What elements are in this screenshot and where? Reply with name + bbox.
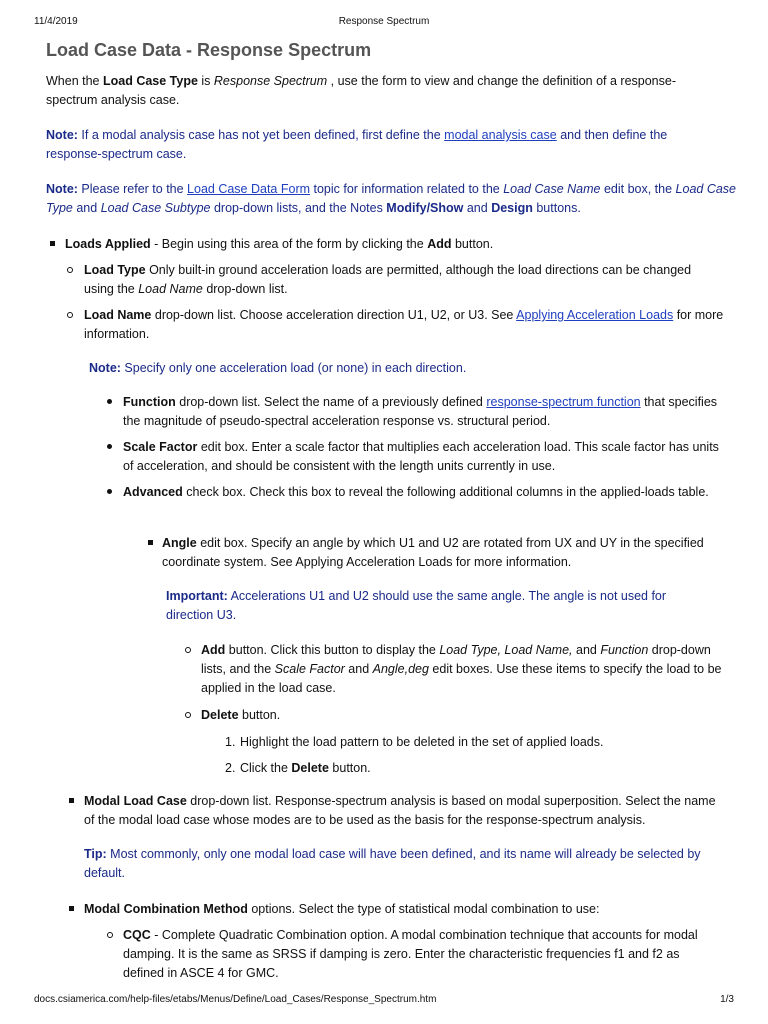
step-number: 2.: [225, 761, 236, 775]
load-name-item: Load Name drop-down list. Choose acceleration direction U1, U2, or U3. See Applying Acceleration Loads for more information.: [84, 308, 724, 341]
add-button-item: Add button. Click this button to display the Load Type, Load Name, and Function drop-down lists, and the Scale Factor and Angle,deg edit boxes. Use these items to specify the load to be applied in the load case.: [201, 643, 722, 695]
circle-bullet-icon: [67, 267, 73, 273]
note-one-load-per-direction: Note: Specify only one acceleration load (or none) in each direction.: [89, 361, 467, 375]
delete-button-item: Delete button.: [201, 708, 281, 722]
important-note: Important: Accelerations U1 and U2 should use the same angle. The angle is not used for direction U3.: [166, 589, 667, 622]
load-type-item: Load Type Only built-in ground acceleration loads are permitted, although the load directions can be changed using the Load Name drop-down list.: [84, 263, 692, 296]
print-page-number: 1/3: [720, 994, 734, 1005]
applying-acceleration-loads-link[interactable]: Applying Acceleration Loads: [516, 308, 674, 322]
step-number: 1.: [225, 735, 236, 749]
modal-combination-method-item: Modal Combination Method options. Select the type of statistical modal combination to use:: [84, 902, 600, 916]
step-item: Highlight the load pattern to be deleted in the set of applied loads.: [240, 735, 604, 749]
square-bullet-icon: [69, 906, 74, 911]
note-modal-case: Note: If a modal analysis case has not yet been defined, first define the modal analysis case and then define the response-spectrum case.: [46, 128, 668, 161]
intro-paragraph: When the Load Case Type is Response Spectrum , use the form to view and change the definition of a response-spectrum analysis case.: [46, 74, 676, 107]
square-bullet-icon: [50, 241, 55, 246]
page-title: Load Case Data - Response Spectrum: [46, 40, 372, 60]
circle-bullet-icon: [107, 932, 113, 938]
tip-note: Tip: Most commonly, only one modal load case will have been defined, and its name will already be selected by default.: [84, 847, 701, 880]
advanced-item: Advanced check box. Check this box to reveal the following additional columns in the applied-loads table.: [123, 485, 709, 499]
angle-item: Angle edit box. Specify an angle by which U1 and U2 are rotated from UX and UY in the specified coordinate system. See Applying Acceleration Loads for more information.: [162, 536, 704, 569]
note-load-case-form: Note: Please refer to the Load Case Data Form topic for information related to the Load Case Name edit box, the Load Case Type and Load Case Subtype drop-down lists, and the Notes Modify/Show and Design buttons.: [46, 182, 737, 215]
square-bullet-icon: [148, 540, 153, 545]
circle-bullet-icon: [185, 712, 191, 718]
print-footer-url: docs.csiamerica.com/help-files/etabs/Menus/Define/Load_Cases/Response_Spectrum.htm: [34, 994, 437, 1005]
print-date: 11/4/2019: [34, 16, 78, 27]
scale-factor-item: Scale Factor edit box. Enter a scale factor that multiplies each acceleration load. This scale factor has units of acceleration, and should be consistent with the length units currently in use.: [123, 440, 719, 473]
print-header-title: Response Spectrum: [338, 16, 430, 27]
dot-bullet-icon: [107, 444, 112, 449]
modal-analysis-case-link[interactable]: modal analysis case: [444, 128, 557, 142]
circle-bullet-icon: [185, 647, 191, 653]
circle-bullet-icon: [67, 312, 73, 318]
response-spectrum-function-link[interactable]: response-spectrum function: [486, 395, 641, 409]
dot-bullet-icon: [107, 399, 112, 404]
square-bullet-icon: [69, 798, 74, 803]
function-item: Function drop-down list. Select the name of a previously defined response-spectrum function that specifies the magnitude of pseudo-spectral acceleration response vs. structural period.: [123, 395, 718, 428]
modal-load-case-item: Modal Load Case drop-down list. Response-spectrum analysis is based on modal superposition. Select the name of the modal load case whose modes are to be used as the basis for the response-spectrum analysis.: [84, 794, 716, 827]
load-case-data-form-link[interactable]: Load Case Data Form: [187, 182, 311, 196]
step-item: Click the Delete button.: [240, 761, 371, 775]
loads-applied-item: Loads Applied - Begin using this area of the form by clicking the Add button.: [65, 237, 494, 251]
cqc-option-item: CQC - Complete Quadratic Combination option. A modal combination technique that accounts for modal damping. It is the same as SRSS if damping is zero. Enter the characteristic frequencies f1 and f2 as defined in ASCE 4 for GMC.: [123, 928, 698, 980]
dot-bullet-icon: [107, 489, 112, 494]
